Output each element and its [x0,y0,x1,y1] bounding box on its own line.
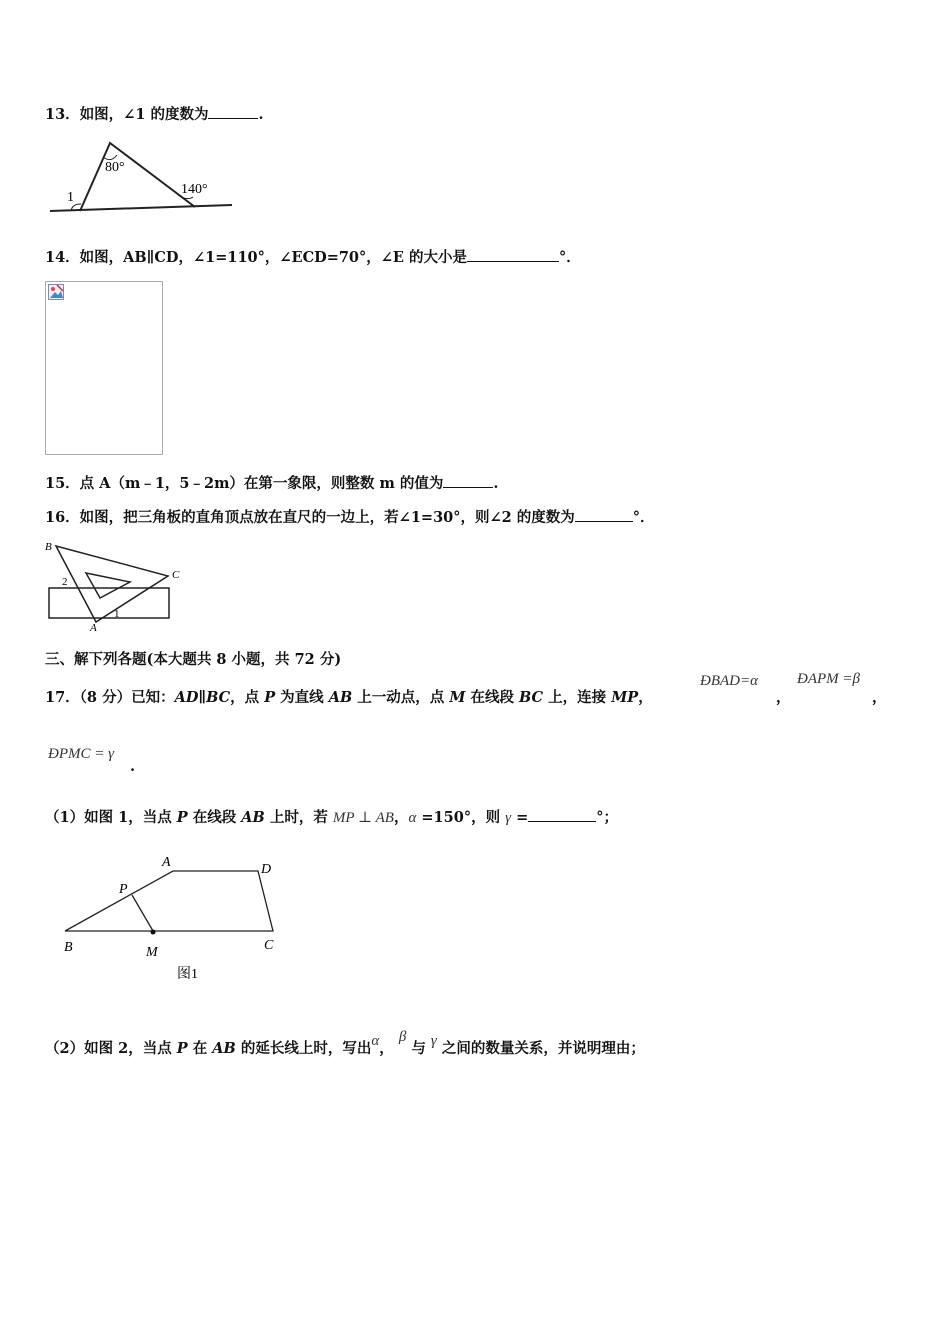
q17-text: 在线段 [465,689,520,706]
q14-line [45,246,581,267]
q13-label-140: 140° [181,182,208,197]
p2-text: ， [379,1040,394,1057]
q17-var-M: M [449,689,466,706]
p2-text: 与 [406,1040,431,1057]
q16-blank[interactable] [575,520,633,522]
q16-label-C: C [172,569,180,581]
q17-dot: . [130,758,136,775]
p1-text: 在线段 [187,809,242,826]
broken-image-icon [48,284,64,300]
p2-text: （2）如图 2，当点 [45,1040,177,1057]
fig1-label-D: D [261,862,272,877]
p1-blank[interactable] [528,820,596,822]
q13-base-line [50,205,232,211]
q15-line [45,472,498,493]
q16-tail: °． [632,509,655,526]
p2-text: 的延长线上时，写出 [235,1040,372,1057]
q17-text: 为直线 [275,689,329,706]
p1-tail: °； [596,809,618,826]
p1-var-AB: AB [241,809,265,826]
q17-part2 [45,1029,645,1058]
q17-eq-pmc: ÐPMC = γ [48,746,115,762]
fig1-label-C: C [264,938,274,953]
fig1-quadrilateral [65,871,273,931]
q17-comma1: ， [776,689,791,706]
p2-alpha: α [371,1033,380,1049]
q13-figure [45,135,240,220]
q13-question: 如图，∠1 的度数为 [79,106,209,123]
fig1-label-P: P [119,882,128,897]
q16-line [45,506,655,527]
p1-text: （1）如图 1，当点 [45,809,177,826]
q17-text: 上，连接 [543,689,612,706]
q16-label-A: A [90,622,97,633]
p2-beta: β [398,1029,407,1045]
q17-text: ，点 [230,689,265,706]
q16-figure [40,538,190,633]
q14-question: 14．如图，AB∥CD，∠1=110°，∠ECD=70°，∠E 的大小是 [45,249,468,266]
q17-intro: 17．（8 分）已知： [45,689,175,706]
q13-blank[interactable] [208,117,258,119]
fig1-label-M: M [146,945,158,960]
q15-question: 15．点 A（m﹣1，5﹣2m）在第一象限，则整数 m 的值为 [45,475,444,492]
q17-var-MP: MP [611,689,639,706]
q17-eq-bad: ÐBAD=α [700,673,758,689]
q17-line [45,686,653,707]
p1-perp: MP ⊥ AB [332,810,394,826]
q17-var-AB: AB [328,689,353,706]
q14-blank[interactable] [467,260,559,262]
fig1-label-A: A [162,855,171,870]
p1-text: =150°，则 [416,809,506,826]
q14-missing-image [45,281,163,455]
p1-text: = [511,809,529,826]
fig1-label-B: B [64,940,73,955]
q17-text: 上一动点，点 [352,689,450,706]
q16-label-2: 2 [62,576,68,588]
p1-text: 上时，若 [264,809,333,826]
p2-gamma: γ [430,1033,437,1049]
fig1-caption: 图1 [177,967,198,982]
p1-gamma: γ [505,810,512,826]
q16-label-B: B [45,541,52,553]
q17-part1 [45,806,618,827]
p1-alpha: α [408,810,417,826]
q16-question: 16．如图，把三角板的直角顶点放在直尺的一边上，若∠1=30°，则∠2 的度数为 [45,509,575,526]
q17-var-BC: BC [519,689,544,706]
fig1-segment-PM [132,895,153,931]
q13-line [45,103,264,124]
q16-label-1: 1 [114,608,120,620]
q15-blank[interactable] [443,486,493,488]
q13-label-80: 80° [105,160,125,175]
q13-text: 13． [45,106,80,123]
p1-var-P: P [176,809,188,826]
p1-text: ， [393,809,409,826]
q17-eq-apm: ÐAPM =β [797,671,860,687]
q17-cond-ad-bc: AD∥BC [174,689,231,706]
q17-var-P: P [264,689,276,706]
p2-text: 之间的数量关系，并说明理由； [436,1040,645,1057]
q17-comma2: ， [872,689,887,706]
p2-var-AB: AB [212,1040,236,1057]
p2-text: 在 [187,1040,213,1057]
fig1-point-M [151,930,156,935]
p2-var-P: P [176,1040,188,1057]
q16-inner-triangle [86,573,130,598]
q13-tail: . [258,106,264,123]
q15-tail: . [493,475,499,492]
q14-tail: °． [559,249,581,266]
q13-triangle [80,143,195,211]
section3-title: 三、解下列各题(本大题共 8 小题，共 72 分) [45,651,342,668]
q17-text: ， [638,689,653,706]
q13-label-1: 1 [67,190,74,205]
q17-figure1 [55,848,295,988]
q16-triangle [56,546,168,622]
